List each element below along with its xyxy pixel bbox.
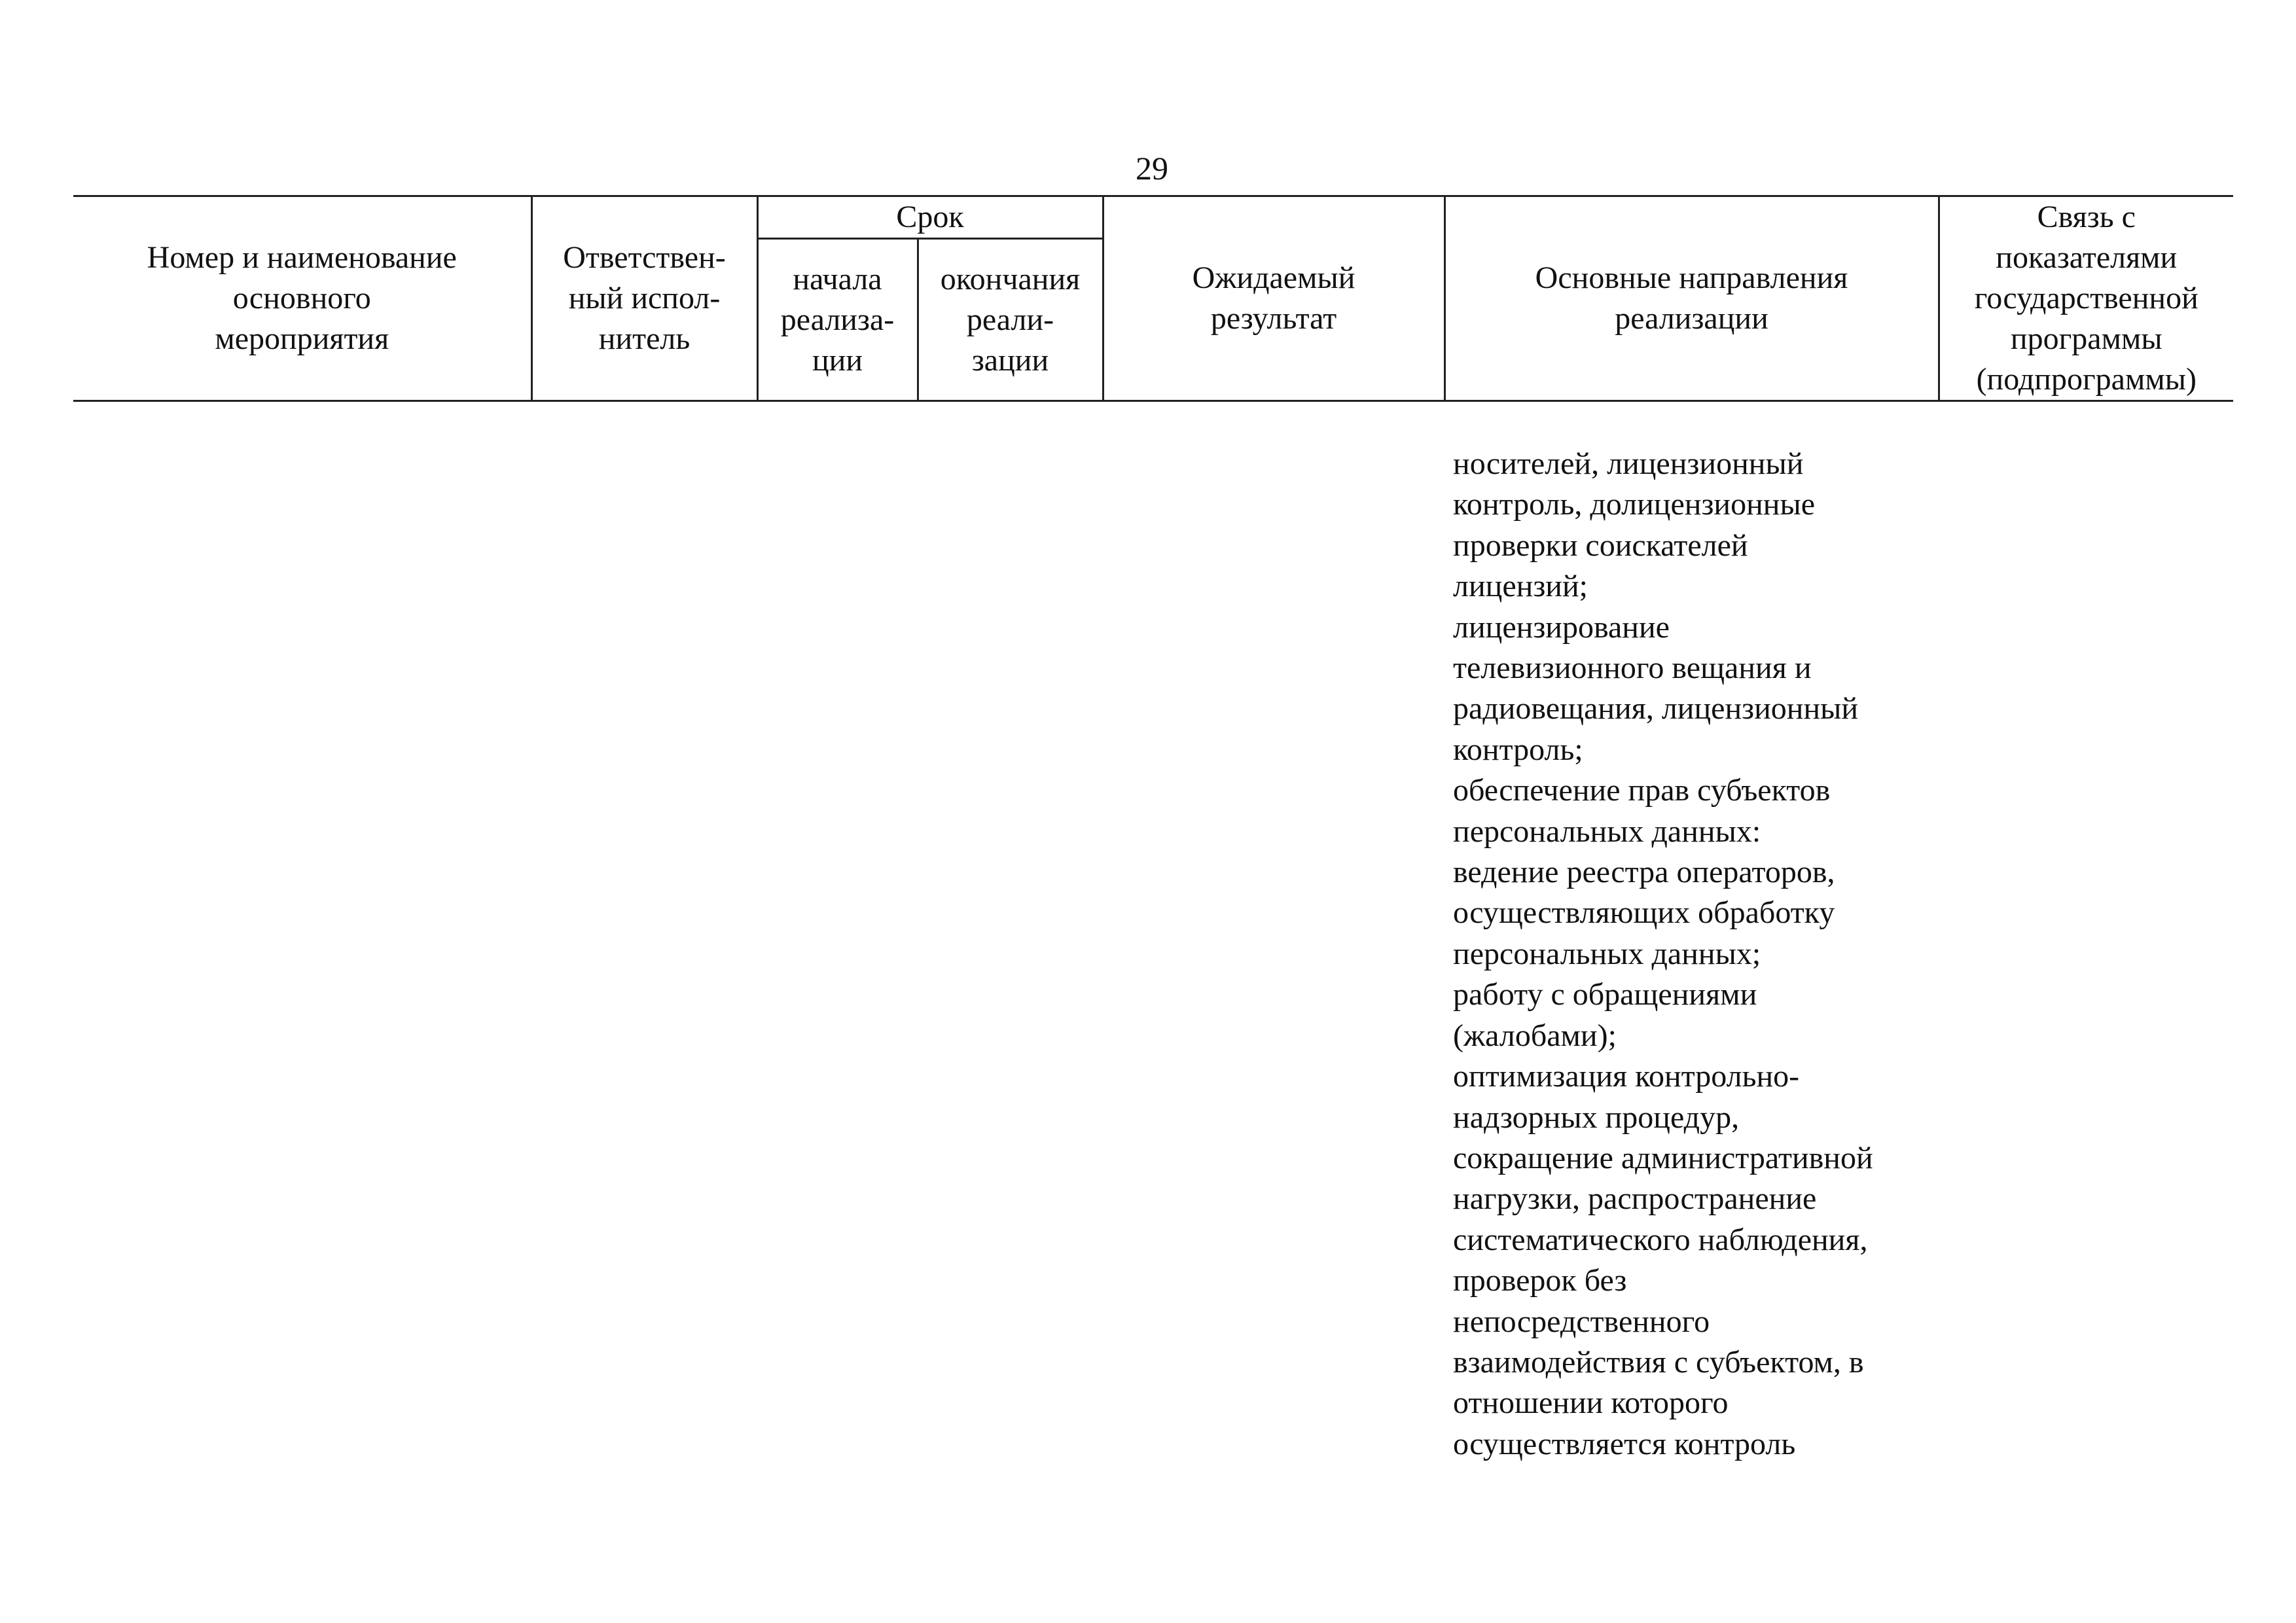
directions-body-text xyxy=(1453,444,1950,1465)
body-line: телевизионного вещания и xyxy=(1453,651,1812,686)
body-line: сокращение административной xyxy=(1453,1140,1873,1175)
body-line: носителей, лицензионный xyxy=(1453,446,1804,481)
header-result-cell xyxy=(1103,196,1444,401)
header-term-label: Срок xyxy=(896,200,964,235)
header-directions-label: Основные направления реализации xyxy=(1535,260,1848,336)
body-line: лицензий; xyxy=(1453,569,1588,604)
body-line: проверки соискателей xyxy=(1453,527,1748,563)
header-term-end-cell xyxy=(918,239,1103,401)
header-directions-cell xyxy=(1444,196,1939,401)
body-line: отношении которого xyxy=(1453,1385,1729,1421)
body-line: персональных данных: xyxy=(1453,813,1761,849)
header-term-end-label: окончания реали- зации xyxy=(940,261,1081,378)
body-line: непосредственного xyxy=(1453,1304,1710,1339)
body-line: контроль; xyxy=(1453,732,1583,767)
body-line: проверок без xyxy=(1453,1263,1627,1298)
body-line: взаимодействия с субъектом, в xyxy=(1453,1344,1864,1380)
body-line: работу с обращениями xyxy=(1453,977,1757,1012)
table-header xyxy=(73,195,2233,402)
body-line: персональных данных; xyxy=(1453,936,1761,971)
body-line: контроль, долицензионные xyxy=(1453,487,1816,522)
body-line: лицензирование xyxy=(1453,609,1670,645)
header-name-cell xyxy=(73,196,531,401)
header-term-cell xyxy=(757,196,1103,239)
header-term-start-cell xyxy=(757,239,918,401)
body-line: радиовещания, лицензионный xyxy=(1453,691,1859,726)
body-line: осуществляющих обработку xyxy=(1453,895,1835,931)
body-line: систематического наблюдения, xyxy=(1453,1222,1868,1257)
header-executor-label: Ответствен- ный испол- нитель xyxy=(563,240,726,356)
body-line: оптимизация контрольно- xyxy=(1453,1059,1800,1094)
body-line: (жалобами); xyxy=(1453,1018,1617,1053)
header-link-label: Связь с показателями государственной программы (подпрограммы) xyxy=(1974,200,2198,397)
body-line: нагрузки, распространение xyxy=(1453,1181,1817,1217)
header-term-start-label: начала реализа- ции xyxy=(780,261,895,378)
body-line: ведение реестра операторов, xyxy=(1453,855,1835,890)
body-line: обеспечение прав субъектов xyxy=(1453,773,1831,808)
header-executor-cell xyxy=(531,196,757,401)
body-line: осуществляется контроль xyxy=(1453,1426,1796,1461)
body-line: надзорных процедур, xyxy=(1453,1099,1740,1135)
header-result-label: Ожидаемый результат xyxy=(1192,260,1355,336)
header-name-label: Номер и наименование основного мероприятия xyxy=(147,240,457,356)
page-number: 29 xyxy=(1136,150,1168,187)
header-link-cell xyxy=(1939,196,2233,401)
